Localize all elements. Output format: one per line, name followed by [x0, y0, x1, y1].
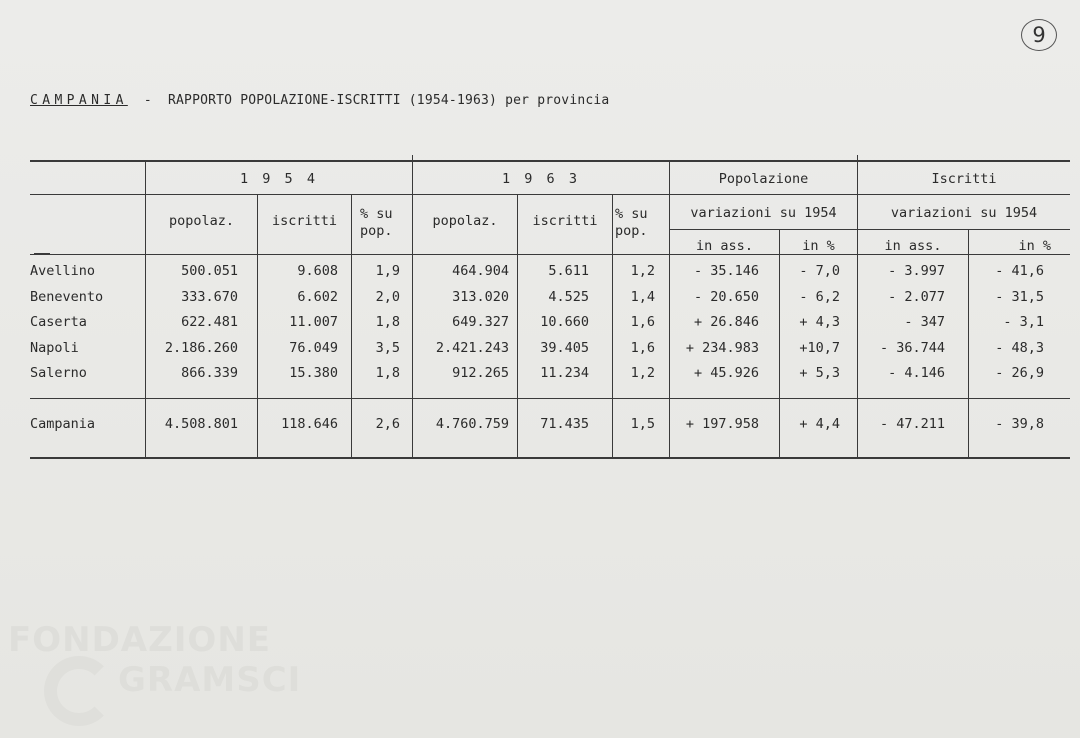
- total-name: Campania: [30, 416, 96, 432]
- cell-pop-1954: 866.339: [181, 365, 238, 381]
- watermark-logo-icon: [44, 656, 114, 726]
- cell-pop-var-pct: - 6,2: [799, 289, 840, 305]
- cell-iscr-var-ass: - 4.146: [888, 365, 945, 381]
- cell-iscr-var-pct: - 3,1: [1003, 314, 1044, 330]
- cell-pop-var-ass: + 197.958: [685, 416, 759, 432]
- header-pct-1963: % su pop.: [615, 206, 648, 239]
- cell-pop-1954: 4.508.801: [164, 416, 238, 432]
- cell-pct-1954: 1,9: [375, 263, 400, 279]
- rule-header-bottom: [30, 254, 1070, 255]
- row-mark: [34, 253, 50, 255]
- cell-pct-1954: 1,8: [375, 314, 400, 330]
- cell-pop-var-pct: + 4,3: [799, 314, 840, 330]
- cell-iscr-var-ass: - 47.211: [879, 416, 945, 432]
- cell-iscritti-1963: 11.234: [540, 365, 589, 381]
- header-pop-in-ass: in ass.: [696, 238, 753, 254]
- province-name: Salerno: [30, 365, 87, 381]
- rule-bottom: [30, 457, 1070, 459]
- cell-pop-var-ass: + 234.983: [685, 340, 759, 356]
- cell-pct-1954: 2,0: [375, 289, 400, 305]
- header-iscr-in-ass: in ass.: [884, 238, 942, 254]
- cell-pop-var-ass: - 35.146: [693, 263, 759, 279]
- header-year-1954: 1 9 5 4: [240, 171, 318, 187]
- cell-pop-1954: 622.481: [181, 314, 238, 330]
- rule-top: [30, 160, 1070, 162]
- cell-pop-1954: 500.051: [181, 263, 238, 279]
- cell-pop-1963: 649.327: [452, 314, 509, 330]
- header-iscr-variazioni: variazioni su 1954: [890, 205, 1038, 221]
- title-region: CAMPANIA: [30, 93, 128, 108]
- header-pct-1954: % su pop.: [360, 206, 393, 239]
- cell-iscritti-1963: 4.525: [548, 289, 589, 305]
- rule-before-total: [30, 398, 1070, 399]
- cell-iscr-var-ass: - 36.744: [879, 340, 945, 356]
- cell-pop-var-pct: + 5,3: [799, 365, 840, 381]
- cell-iscritti-1963: 71.435: [540, 416, 589, 432]
- cell-iscritti-1963: 39.405: [540, 340, 589, 356]
- cell-iscritti-1954: 6.602: [297, 289, 338, 305]
- cell-pct-1963: 1,2: [630, 365, 655, 381]
- page-number: 9: [1021, 19, 1057, 51]
- watermark-line-2: GRAMSCI: [118, 660, 302, 700]
- cell-iscr-var-ass: - 2.077: [888, 289, 945, 305]
- cell-iscr-var-ass: - 347: [904, 314, 945, 330]
- cell-pop-var-pct: - 7,0: [799, 263, 840, 279]
- cell-pop-var-pct: +10,7: [799, 340, 840, 356]
- cell-pop-var-ass: + 26.846: [693, 314, 759, 330]
- header-pop-in-pct: in %: [802, 238, 835, 254]
- col-rule: [857, 155, 858, 458]
- cell-iscr-var-pct: - 41,6: [995, 263, 1044, 279]
- cell-iscritti-1954: 15.380: [289, 365, 338, 381]
- cell-pct-1963: 1,6: [630, 340, 655, 356]
- header-iscritti-1963: iscritti: [532, 213, 598, 229]
- cell-iscr-var-pct: - 26,9: [995, 365, 1044, 381]
- rule-header-1: [30, 194, 1070, 195]
- cell-pct-1954: 2,6: [375, 416, 400, 432]
- header-year-1963: 1 9 6 3: [502, 171, 580, 187]
- cell-iscr-var-ass: - 3.997: [888, 263, 945, 279]
- cell-pop-1954: 333.670: [181, 289, 238, 305]
- rule-header-2: [669, 229, 1070, 230]
- cell-pop-1963: 313.020: [452, 289, 509, 305]
- province-name: Avellino: [30, 263, 96, 279]
- cell-pop-1963: 912.265: [452, 365, 509, 381]
- col-rule: [145, 160, 146, 458]
- cell-pop-var-pct: + 4,4: [799, 416, 840, 432]
- col-rule: [412, 155, 413, 458]
- cell-iscritti-1954: 118.646: [281, 416, 338, 432]
- cell-iscritti-1963: 10.660: [540, 314, 589, 330]
- cell-pct-1954: 1,8: [375, 365, 400, 381]
- cell-pop-1963: 2.421.243: [435, 340, 509, 356]
- cell-iscritti-1954: 76.049: [289, 340, 338, 356]
- province-name: Caserta: [30, 314, 87, 330]
- cell-pop-var-ass: + 45.926: [693, 365, 759, 381]
- header-iscr-in-pct: in %: [1018, 238, 1051, 254]
- cell-pop-var-ass: - 20.650: [693, 289, 759, 305]
- cell-pct-1963: 1,6: [630, 314, 655, 330]
- watermark-line-1: FONDAZIONE: [8, 620, 272, 660]
- header-popolaz-1954: popolaz.: [168, 213, 235, 229]
- cell-pop-1963: 464.904: [452, 263, 509, 279]
- cell-iscr-var-pct: - 48,3: [995, 340, 1044, 356]
- cell-iscr-var-pct: - 31,5: [995, 289, 1044, 305]
- header-popolazione: Popolazione: [718, 171, 809, 187]
- title-text: RAPPORTO POPOLAZIONE-ISCRITTI (1954-1963) per provincia: [167, 93, 610, 108]
- header-iscritti: Iscritti: [931, 171, 997, 187]
- cell-iscritti-1963: 5.611: [548, 263, 589, 279]
- header-iscritti-1954: iscritti: [271, 213, 338, 229]
- header-pop-variazioni: variazioni su 1954: [690, 205, 837, 221]
- header-popolaz-1963: popolaz.: [432, 213, 498, 229]
- cell-pct-1963: 1,5: [630, 416, 655, 432]
- cell-pct-1963: 1,4: [630, 289, 655, 305]
- province-name: Benevento: [30, 289, 104, 305]
- cell-pct-1963: 1,2: [630, 263, 655, 279]
- title-separator: -: [143, 93, 152, 108]
- cell-pct-1954: 3,5: [375, 340, 400, 356]
- cell-pop-1954: 2.186.260: [164, 340, 238, 356]
- cell-iscritti-1954: 11.007: [289, 314, 338, 330]
- province-name: Napoli: [30, 340, 79, 356]
- cell-iscritti-1954: 9.608: [297, 263, 338, 279]
- cell-pop-1963: 4.760.759: [435, 416, 509, 432]
- page-title: [30, 93, 609, 108]
- cell-iscr-var-pct: - 39,8: [995, 416, 1044, 432]
